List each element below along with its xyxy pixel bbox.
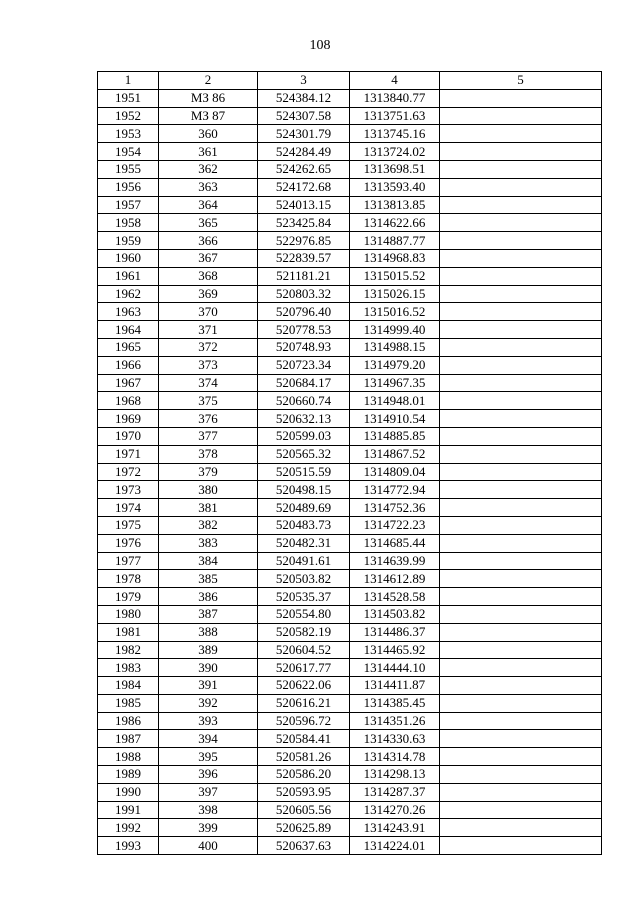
y-coordinate-cell: 1314351.26 [350,712,440,730]
x-coordinate-cell: 520515.59 [258,463,350,481]
note-cell [440,481,602,499]
y-coordinate-cell: 1314979.20 [350,356,440,374]
note-cell [440,285,602,303]
note-cell [440,712,602,730]
row-number-cell: 1992 [98,819,159,837]
row-number-cell: 1964 [98,321,159,339]
note-cell [440,374,602,392]
point-id-cell: 380 [159,481,258,499]
table-row [98,712,602,730]
y-coordinate-cell: 1313745.16 [350,125,440,143]
point-id-cell: 378 [159,445,258,463]
note-cell [440,641,602,659]
table-row [98,178,602,196]
header-col-5: 5 [440,72,602,90]
x-coordinate-cell: 524307.58 [258,107,350,125]
point-id-cell: 360 [159,125,258,143]
x-coordinate-cell: 520632.13 [258,410,350,428]
x-coordinate-cell: 520565.32 [258,445,350,463]
row-number-cell: 1993 [98,837,159,855]
note-cell [440,837,602,855]
x-coordinate-cell: 520599.03 [258,427,350,445]
table-row [98,232,602,250]
point-id-cell: 395 [159,748,258,766]
x-coordinate-cell: 520637.63 [258,837,350,855]
y-coordinate-cell: 1314867.52 [350,445,440,463]
y-coordinate-cell: 1314224.01 [350,837,440,855]
point-id-cell: 361 [159,143,258,161]
point-id-cell: 372 [159,338,258,356]
y-coordinate-cell: 1314722.23 [350,516,440,534]
row-number-cell: 1987 [98,730,159,748]
point-id-cell: 385 [159,570,258,588]
note-cell [440,410,602,428]
y-coordinate-cell: 1313751.63 [350,107,440,125]
row-number-cell: 1970 [98,427,159,445]
header-col-2: 2 [159,72,258,90]
point-id-cell: МЗ 87 [159,107,258,125]
table-row [98,249,602,267]
table-row [98,801,602,819]
y-coordinate-cell: 1314639.99 [350,552,440,570]
x-coordinate-cell: 524284.49 [258,143,350,161]
note-cell [440,196,602,214]
row-number-cell: 1977 [98,552,159,570]
row-number-cell: 1951 [98,89,159,107]
table-row [98,605,602,623]
note-cell [440,499,602,517]
row-number-cell: 1957 [98,196,159,214]
note-cell [440,730,602,748]
row-number-cell: 1968 [98,392,159,410]
x-coordinate-cell: 524384.12 [258,89,350,107]
row-number-cell: 1974 [98,499,159,517]
point-id-cell: 364 [159,196,258,214]
point-id-cell: 399 [159,819,258,837]
table-row [98,623,602,641]
y-coordinate-cell: 1314465.92 [350,641,440,659]
y-coordinate-cell: 1314622.66 [350,214,440,232]
row-number-cell: 1980 [98,605,159,623]
note-cell [440,356,602,374]
table-row [98,445,602,463]
point-id-cell: 379 [159,463,258,481]
y-coordinate-cell: 1314885.85 [350,427,440,445]
y-coordinate-cell: 1314385.45 [350,694,440,712]
x-coordinate-cell: 520482.31 [258,534,350,552]
x-coordinate-cell: 520796.40 [258,303,350,321]
row-number-cell: 1982 [98,641,159,659]
table-row [98,410,602,428]
table-row [98,392,602,410]
row-number-cell: 1966 [98,356,159,374]
y-coordinate-cell: 1313813.85 [350,196,440,214]
note-cell [440,445,602,463]
y-coordinate-cell: 1314486.37 [350,623,440,641]
x-coordinate-cell: 520535.37 [258,588,350,606]
x-coordinate-cell: 524301.79 [258,125,350,143]
note-cell [440,267,602,285]
x-coordinate-cell: 523425.84 [258,214,350,232]
point-id-cell: 377 [159,427,258,445]
x-coordinate-cell: 520660.74 [258,392,350,410]
note-cell [440,338,602,356]
table-row [98,748,602,766]
header-col-1: 1 [98,72,159,90]
table-row [98,819,602,837]
row-number-cell: 1990 [98,783,159,801]
point-id-cell: 384 [159,552,258,570]
point-id-cell: 366 [159,232,258,250]
table-row [98,481,602,499]
row-number-cell: 1976 [98,534,159,552]
row-number-cell: 1953 [98,125,159,143]
table-row [98,356,602,374]
x-coordinate-cell: 520489.69 [258,499,350,517]
point-id-cell: МЗ 86 [159,89,258,107]
y-coordinate-cell: 1313593.40 [350,178,440,196]
note-cell [440,766,602,784]
note-cell [440,623,602,641]
x-coordinate-cell: 520554.80 [258,605,350,623]
table-row [98,677,602,695]
point-id-cell: 388 [159,623,258,641]
table-row [98,196,602,214]
point-id-cell: 365 [159,214,258,232]
header-row [98,72,602,90]
y-coordinate-cell: 1314528.58 [350,588,440,606]
table-row [98,588,602,606]
point-id-cell: 368 [159,267,258,285]
note-cell [440,588,602,606]
table-row [98,552,602,570]
point-id-cell: 397 [159,783,258,801]
x-coordinate-cell: 522839.57 [258,249,350,267]
table-row [98,125,602,143]
point-id-cell: 386 [159,588,258,606]
point-id-cell: 398 [159,801,258,819]
x-coordinate-cell: 520596.72 [258,712,350,730]
y-coordinate-cell: 1314314.78 [350,748,440,766]
row-number-cell: 1959 [98,232,159,250]
point-id-cell: 400 [159,837,258,855]
y-coordinate-cell: 1313724.02 [350,143,440,161]
row-number-cell: 1954 [98,143,159,161]
row-number-cell: 1978 [98,570,159,588]
y-coordinate-cell: 1314752.36 [350,499,440,517]
note-cell [440,89,602,107]
point-id-cell: 363 [159,178,258,196]
y-coordinate-cell: 1314968.83 [350,249,440,267]
y-coordinate-cell: 1314685.44 [350,534,440,552]
row-number-cell: 1969 [98,410,159,428]
y-coordinate-cell: 1315015.52 [350,267,440,285]
y-coordinate-cell: 1315016.52 [350,303,440,321]
point-id-cell: 370 [159,303,258,321]
y-coordinate-cell: 1314988.15 [350,338,440,356]
note-cell [440,107,602,125]
point-id-cell: 394 [159,730,258,748]
row-number-cell: 1981 [98,623,159,641]
note-cell [440,232,602,250]
point-id-cell: 392 [159,694,258,712]
note-cell [440,125,602,143]
note-cell [440,819,602,837]
x-coordinate-cell: 520604.52 [258,641,350,659]
note-cell [440,463,602,481]
note-cell [440,516,602,534]
x-coordinate-cell: 520581.26 [258,748,350,766]
y-coordinate-cell: 1315026.15 [350,285,440,303]
note-cell [440,659,602,677]
y-coordinate-cell: 1314298.13 [350,766,440,784]
y-coordinate-cell: 1314809.04 [350,463,440,481]
row-number-cell: 1984 [98,677,159,695]
table-row [98,214,602,232]
note-cell [440,570,602,588]
note-cell [440,303,602,321]
row-number-cell: 1952 [98,107,159,125]
table-row [98,427,602,445]
note-cell [440,214,602,232]
row-number-cell: 1991 [98,801,159,819]
note-cell [440,427,602,445]
table-row [98,107,602,125]
header-col-3: 3 [258,72,350,90]
note-cell [440,605,602,623]
x-coordinate-cell: 520617.77 [258,659,350,677]
x-coordinate-cell: 520582.19 [258,623,350,641]
x-coordinate-cell: 520622.06 [258,677,350,695]
point-id-cell: 393 [159,712,258,730]
point-id-cell: 362 [159,160,258,178]
x-coordinate-cell: 520593.95 [258,783,350,801]
table-row [98,285,602,303]
table-row [98,694,602,712]
table-row [98,516,602,534]
row-number-cell: 1960 [98,249,159,267]
point-id-cell: 387 [159,605,258,623]
note-cell [440,783,602,801]
y-coordinate-cell: 1314772.94 [350,481,440,499]
point-id-cell: 391 [159,677,258,695]
y-coordinate-cell: 1313698.51 [350,160,440,178]
x-coordinate-cell: 520605.56 [258,801,350,819]
row-number-cell: 1963 [98,303,159,321]
y-coordinate-cell: 1314967.35 [350,374,440,392]
x-coordinate-cell: 520498.15 [258,481,350,499]
point-id-cell: 390 [159,659,258,677]
point-id-cell: 383 [159,534,258,552]
row-number-cell: 1988 [98,748,159,766]
x-coordinate-cell: 524262.65 [258,160,350,178]
point-id-cell: 375 [159,392,258,410]
y-coordinate-cell: 1314287.37 [350,783,440,801]
x-coordinate-cell: 520584.41 [258,730,350,748]
row-number-cell: 1985 [98,694,159,712]
y-coordinate-cell: 1314270.26 [350,801,440,819]
table-row [98,766,602,784]
point-id-cell: 367 [159,249,258,267]
note-cell [440,249,602,267]
note-cell [440,143,602,161]
point-id-cell: 373 [159,356,258,374]
note-cell [440,392,602,410]
table-row [98,534,602,552]
note-cell [440,677,602,695]
row-number-cell: 1956 [98,178,159,196]
note-cell [440,552,602,570]
x-coordinate-cell: 520483.73 [258,516,350,534]
point-id-cell: 396 [159,766,258,784]
y-coordinate-cell: 1314948.01 [350,392,440,410]
x-coordinate-cell: 520625.89 [258,819,350,837]
coordinates-table [97,71,602,855]
y-coordinate-cell: 1314999.40 [350,321,440,339]
note-cell [440,748,602,766]
row-number-cell: 1983 [98,659,159,677]
note-cell [440,694,602,712]
y-coordinate-cell: 1314503.82 [350,605,440,623]
point-id-cell: 376 [159,410,258,428]
table-row [98,730,602,748]
row-number-cell: 1961 [98,267,159,285]
row-number-cell: 1986 [98,712,159,730]
note-cell [440,178,602,196]
x-coordinate-cell: 520723.34 [258,356,350,374]
x-coordinate-cell: 520803.32 [258,285,350,303]
table-row [98,659,602,677]
y-coordinate-cell: 1314910.54 [350,410,440,428]
table-row [98,499,602,517]
x-coordinate-cell: 524172.68 [258,178,350,196]
row-number-cell: 1971 [98,445,159,463]
table-row [98,160,602,178]
x-coordinate-cell: 522976.85 [258,232,350,250]
table-row [98,303,602,321]
table-header [98,72,602,90]
x-coordinate-cell: 520748.93 [258,338,350,356]
x-coordinate-cell: 521181.21 [258,267,350,285]
table-row [98,143,602,161]
point-id-cell: 369 [159,285,258,303]
point-id-cell: 371 [159,321,258,339]
table-row [98,641,602,659]
row-number-cell: 1967 [98,374,159,392]
note-cell [440,321,602,339]
table-body [98,89,602,854]
row-number-cell: 1955 [98,160,159,178]
x-coordinate-cell: 520491.61 [258,552,350,570]
point-id-cell: 389 [159,641,258,659]
table-row [98,374,602,392]
row-number-cell: 1989 [98,766,159,784]
row-number-cell: 1975 [98,516,159,534]
x-coordinate-cell: 520503.82 [258,570,350,588]
y-coordinate-cell: 1314444.10 [350,659,440,677]
point-id-cell: 381 [159,499,258,517]
page-number: 108 [309,38,331,53]
table-row [98,570,602,588]
y-coordinate-cell: 1314887.77 [350,232,440,250]
row-number-cell: 1973 [98,481,159,499]
x-coordinate-cell: 520586.20 [258,766,350,784]
table-row [98,89,602,107]
row-number-cell: 1962 [98,285,159,303]
note-cell [440,534,602,552]
point-id-cell: 382 [159,516,258,534]
x-coordinate-cell: 524013.15 [258,196,350,214]
table-row [98,783,602,801]
row-number-cell: 1958 [98,214,159,232]
y-coordinate-cell: 1314612.89 [350,570,440,588]
row-number-cell: 1972 [98,463,159,481]
table-row [98,463,602,481]
y-coordinate-cell: 1314330.63 [350,730,440,748]
header-col-4: 4 [350,72,440,90]
x-coordinate-cell: 520684.17 [258,374,350,392]
table-row [98,267,602,285]
y-coordinate-cell: 1314243.91 [350,819,440,837]
x-coordinate-cell: 520778.53 [258,321,350,339]
note-cell [440,801,602,819]
table-row [98,338,602,356]
y-coordinate-cell: 1314411.87 [350,677,440,695]
row-number-cell: 1965 [98,338,159,356]
table-row [98,837,602,855]
y-coordinate-cell: 1313840.77 [350,89,440,107]
table-row [98,321,602,339]
row-number-cell: 1979 [98,588,159,606]
note-cell [440,160,602,178]
point-id-cell: 374 [159,374,258,392]
x-coordinate-cell: 520616.21 [258,694,350,712]
